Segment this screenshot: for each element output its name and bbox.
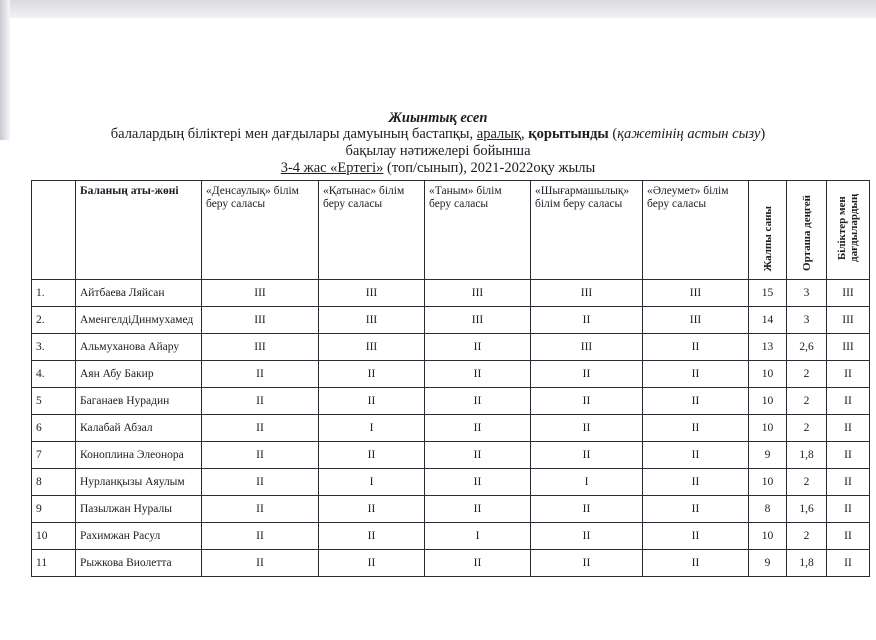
document-group-line [0,160,876,177]
social-level: II [643,496,749,523]
table-row [32,469,870,496]
group-name: 3-4 жас «Ертегі» [280,160,384,176]
row-number: 9 [32,496,76,523]
average-level: 1,8 [787,442,827,469]
row-number: 6 [32,415,76,442]
social-level: II [643,523,749,550]
average-level: 2 [787,415,827,442]
subtitle-option-final: қорытынды [528,126,609,142]
creativity-level: II [531,307,643,334]
student-name: Айтбаева Ляйсан [76,280,202,307]
skills-level: II [827,361,870,388]
social-level: III [643,307,749,334]
communication-level: II [319,442,425,469]
skills-level: III [827,307,870,334]
table-row [32,388,870,415]
total-score: 10 [749,469,787,496]
student-name: Баганаев Нурадин [76,388,202,415]
cognition-level: II [425,415,531,442]
skills-level: II [827,469,870,496]
header-total [749,181,787,280]
communication-level: II [319,496,425,523]
header-average [787,181,827,280]
subtitle-text: балалардың біліктері мен дағдылары дамуының бастапқы, [110,126,477,142]
health-level: III [202,334,319,361]
student-name: Альмуханова Айару [76,334,202,361]
row-number: 11 [32,550,76,577]
total-score: 9 [749,550,787,577]
communication-level: III [319,334,425,361]
header-communication: «Қатынас» білім беру саласы [319,181,425,280]
total-score: 10 [749,523,787,550]
subtitle-paren-open: ( [608,126,618,142]
creativity-level: II [531,496,643,523]
table-row [32,307,870,334]
average-level: 2,6 [787,334,827,361]
results-table [31,180,870,577]
header-total-label: Жалпы саны [761,205,774,271]
communication-level: I [319,415,425,442]
header-health: «Денсаулық» білім беру саласы [202,181,319,280]
header-number [32,181,76,280]
row-number: 2. [32,307,76,334]
health-level: II [202,523,319,550]
document-title: Жиынтық есеп [388,110,488,126]
health-level: II [202,469,319,496]
health-level: II [202,415,319,442]
subtitle-separator: , [521,126,529,142]
total-score: 9 [749,442,787,469]
total-score: 15 [749,280,787,307]
creativity-level: II [531,415,643,442]
communication-level: I [319,469,425,496]
scan-border-top [0,0,876,18]
table-row [32,442,870,469]
header-name: Баланың аты-жөні [76,181,202,280]
total-score: 13 [749,334,787,361]
header-cognition: «Таным» білім беру саласы [425,181,531,280]
total-score: 10 [749,361,787,388]
row-number: 1. [32,280,76,307]
skills-level: II [827,523,870,550]
health-level: II [202,361,319,388]
subtitle-paren-close: ) [760,126,766,142]
skills-level: II [827,496,870,523]
school-year: (топ/сынып), 2021-2022оқу жылы [383,160,596,176]
subtitle-instruction: қажетінің астын сызу [617,126,761,142]
table-row [32,361,870,388]
student-name: Коноплина Элеонора [76,442,202,469]
table-row [32,334,870,361]
average-level: 2 [787,388,827,415]
table-row [32,550,870,577]
average-level: 3 [787,307,827,334]
health-level: III [202,280,319,307]
cognition-level: III [425,280,531,307]
header-row [32,181,870,280]
creativity-level: II [531,442,643,469]
cognition-level: II [425,442,531,469]
communication-level: III [319,280,425,307]
creativity-level: III [531,280,643,307]
average-level: 2 [787,523,827,550]
social-level: II [643,442,749,469]
student-name: Пазылжан Нуралы [76,496,202,523]
row-number: 4. [32,361,76,388]
total-score: 14 [749,307,787,334]
average-level: 1,8 [787,550,827,577]
cognition-level: II [425,388,531,415]
health-level: II [202,388,319,415]
communication-level: III [319,307,425,334]
table-row [32,415,870,442]
skills-level: II [827,388,870,415]
creativity-level: I [531,469,643,496]
student-name: Рахимжан Расул [76,523,202,550]
social-level: II [643,550,749,577]
cognition-level: I [425,523,531,550]
creativity-level: II [531,550,643,577]
health-level: II [202,550,319,577]
skills-level: II [827,415,870,442]
row-number: 3. [32,334,76,361]
row-number: 7 [32,442,76,469]
average-level: 2 [787,361,827,388]
document-subtitle [0,126,876,143]
total-score: 10 [749,415,787,442]
creativity-level: II [531,523,643,550]
health-level: III [202,307,319,334]
cognition-level: II [425,496,531,523]
health-level: II [202,496,319,523]
skills-level: II [827,442,870,469]
social-level: II [643,361,749,388]
average-level: 2 [787,469,827,496]
header-social: «Әлеумет» білім беру саласы [643,181,749,280]
communication-level: II [319,361,425,388]
cognition-level: II [425,550,531,577]
communication-level: II [319,550,425,577]
social-level: II [643,469,749,496]
health-level: II [202,442,319,469]
cognition-level: II [425,469,531,496]
student-name: АменгелдіДинмухамед [76,307,202,334]
subtitle-option-intermediate: аралық [476,126,522,142]
total-score: 8 [749,496,787,523]
student-name: Нурланқызы Аяулым [76,469,202,496]
document-line-3: бақылау нәтижелері бойынша [345,143,531,159]
average-level: 3 [787,280,827,307]
row-number: 10 [32,523,76,550]
table-row [32,496,870,523]
total-score: 10 [749,388,787,415]
header-creativity: «Шығармашылық» білім беру саласы [531,181,643,280]
communication-level: II [319,523,425,550]
cognition-level: II [425,361,531,388]
student-name: Рыжкова Виолетта [76,550,202,577]
table-row [32,280,870,307]
row-number: 5 [32,388,76,415]
student-name: Калабай Абзал [76,415,202,442]
header-average-label: Орташа деңгей [800,195,813,271]
table-row [32,523,870,550]
social-level: II [643,388,749,415]
skills-level: III [827,334,870,361]
creativity-level: II [531,388,643,415]
average-level: 1,6 [787,496,827,523]
student-name: Аян Абу Бакир [76,361,202,388]
cognition-level: III [425,307,531,334]
skills-level: III [827,280,870,307]
social-level: II [643,334,749,361]
social-level: II [643,415,749,442]
creativity-level: II [531,361,643,388]
communication-level: II [319,388,425,415]
header-skills-label: Біліктер мен дағдылардың [836,193,860,263]
row-number: 8 [32,469,76,496]
skills-level: II [827,550,870,577]
cognition-level: II [425,334,531,361]
header-skills [827,181,870,280]
social-level: III [643,280,749,307]
creativity-level: III [531,334,643,361]
